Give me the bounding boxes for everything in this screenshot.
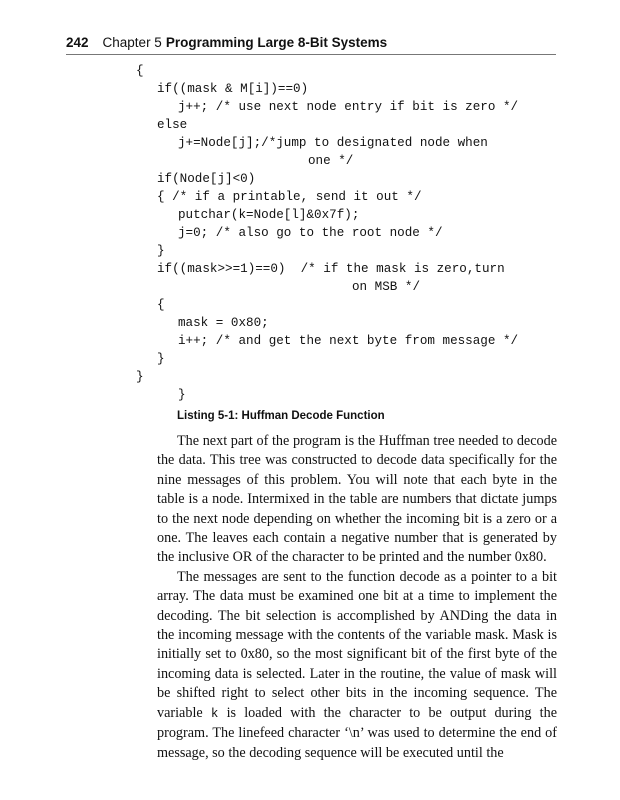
chapter-label: Chapter 5 [102,35,162,50]
code-line: on MSB */ [352,280,421,294]
code-line: } [136,370,144,384]
code-line: j=0; /* also go to the root node */ [178,226,443,240]
code-line: } [178,388,186,402]
page-number: 242 [66,35,89,50]
code-line: { [157,298,165,312]
code-line: if(Node[j]<0) [157,172,256,186]
code-line: if((mask>>=1)==0) /* if the mask is zero,turn [157,262,505,276]
code-line: putchar(k=Node[l]&0x7f); [178,208,360,222]
code-line: { /* if a printable, send it out */ [157,190,422,204]
code-line: else [157,118,188,132]
code-line: j++; /* use next node entry if bit is zero */ [178,100,519,114]
listing-caption: Listing 5-1: Huffman Decode Function [177,410,385,422]
chapter-title: Programming Large 8-Bit Systems [165,35,388,50]
paragraph: The messages are sent to the function decode as a pointer to a bit array. The data must be examined one bit at a time to implement the decoding. The bit selection is accomplished by ANDing the data in the incoming message with the contents of the variable mask. Mask is initially set to 0x80, so the most significant bit of the first byte of the incoming data is selected. Later in the routine, the value of mask will be shifted right to select other bits in the incoming sequence. The variable k is loaded with the character to be output during the program. The linefeed character ‘\n’ was used to determine the end of message, so the decoding sequence will be executed until the [157,568,558,761]
code-line: } [157,352,165,366]
code-line: j+=Node[j];/*jump to designated node when [178,136,488,150]
code-line: one */ [308,154,354,168]
paragraph: The next part of the program is the Huffman tree needed to decode the data. This tree was constructed to decode data specifically for the nine messages of this problem. You will note that each byte in the table is a node. Intermixed in the table are numbers that dictate jumps to the next node depending on whether the incoming bit is a zero or a one. The leaves each contain a negative number that is generated by the inclusive OR of the character to be printed and the number 0x80. [157,433,557,566]
code-line: } [157,244,165,258]
code-line: { [136,64,144,78]
page-header [66,35,556,55]
code-line: i++; /* and get the next byte from message */ [178,334,519,348]
variable-name: k [210,706,219,721]
code-line: mask = 0x80; [178,316,269,330]
header-rule [66,54,556,55]
code-line: if((mask & M[i])==0) [157,82,309,96]
body-text [157,432,557,763]
